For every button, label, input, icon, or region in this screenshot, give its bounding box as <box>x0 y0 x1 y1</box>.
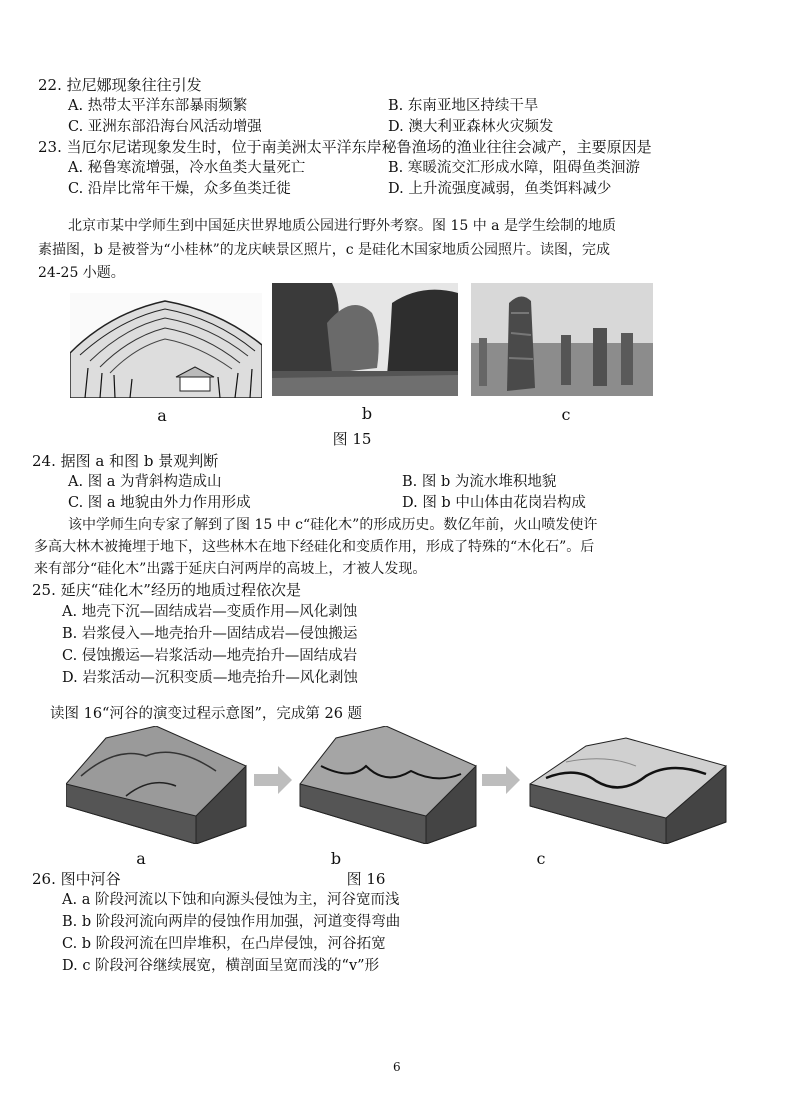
fig16-label-a: a <box>136 849 146 868</box>
q26-option-c: C. b 阶段河流在凹岸堆积，在凸岸侵蚀，河谷拓宽 <box>62 936 386 952</box>
q26-option-d: D. c 阶段河谷继续展宽，横剖面呈宽而浅的“v”形 <box>62 958 380 974</box>
fig15-label-c: c <box>561 405 571 424</box>
intro15-line2: 素描图，b 是被誉为“小桂林”的龙庆峡景区照片，c 是硅化木国家地质公园照片。读图，完成 <box>38 242 611 258</box>
q26-stem: 26. 图中河谷 <box>32 870 121 888</box>
q24-option-c: C. 图 a 地貌由外力作用形成 <box>68 495 251 511</box>
q23-option-b: B. 寒暖流交汇形成水障，阻碍鱼类洄游 <box>388 160 640 176</box>
fig16-caption: 图 16 <box>346 870 386 888</box>
fig16-label-c: c <box>536 849 546 868</box>
q22-option-c: C. 亚洲东部沿海台风活动增强 <box>68 119 262 135</box>
q24-option-a: A. 图 a 为背斜构造成山 <box>68 474 222 490</box>
q26-option-b: B. b 阶段河流向两岸的侵蚀作用加强，河道变得弯曲 <box>62 914 401 930</box>
fig15-label-a: a <box>157 406 167 425</box>
fig16-valley-evolution <box>66 726 742 844</box>
q26-option-a: A. a 阶段河流以下蚀和向源头侵蚀为主，河谷宽而浅 <box>62 892 400 908</box>
intro25-line1: 该中学师生向专家了解到了图 15 中 c“硅化木”的形成历史。数亿年前，火山喷发使许 <box>68 517 598 533</box>
q24-option-b: B. 图 b 为流水堆积地貌 <box>402 474 557 490</box>
fig16-label-b: b <box>330 849 342 868</box>
fig16-block-c <box>530 738 726 844</box>
q24-stem: 24. 据图 a 和图 b 景观判断 <box>32 452 219 470</box>
q23-option-a: A. 秘鲁寒流增强，冷水鱼类大量死亡 <box>68 160 306 176</box>
q22-option-d: D. 澳大利亚森林火灾频发 <box>388 119 554 135</box>
q25-option-c: C. 侵蚀搬运—岩浆活动—地壳抬升—固结成岩 <box>62 648 358 664</box>
q24-option-d: D. 图 b 中山体由花岗岩构成 <box>402 495 586 511</box>
intro15-line1: 北京市某中学师生到中国延庆世界地质公园进行野外考察。图 15 中 a 是学生绘制的地质 <box>68 218 616 234</box>
q23-stem: 23. 当厄尔尼诺现象发生时，位于南美洲太平洋东岸秘鲁渔场的渔业往往会减产，主要原因是 <box>38 138 652 156</box>
fig15-caption: 图 15 <box>332 430 372 448</box>
intro25-line2: 多高大林木被掩埋于地下，这些林木在地下经硅化和变质作用，形成了特殊的“木化石”。后 <box>34 539 595 555</box>
fig15-sketch-mountain <box>70 293 262 398</box>
q25-option-b: B. 岩浆侵入—地壳抬升—固结成岩—侵蚀搬运 <box>62 626 358 642</box>
q23-option-d: D. 上升流强度减弱，鱼类饵料减少 <box>388 181 612 197</box>
q25-stem: 25. 延庆“硅化木”经历的地质过程依次是 <box>32 581 301 599</box>
q25-option-d: D. 岩浆活动—沉积变质—地壳抬升—风化剥蚀 <box>62 670 358 686</box>
fig16-block-a <box>66 726 246 844</box>
intro25-line3: 来有部分“硅化木”出露于延庆白河两岸的高坡上，才被人发现。 <box>34 561 427 577</box>
q22-stem: 22. 拉尼娜现象往往引发 <box>38 76 202 94</box>
fig15-photo-canyon <box>272 283 458 396</box>
page-number: 6 <box>393 1060 401 1074</box>
intro15-line3: 24-25 小题。 <box>38 265 125 281</box>
fig16-block-b <box>300 726 476 844</box>
q22-option-a: A. 热带太平洋东部暴雨频繁 <box>68 98 248 114</box>
q22-option-b: B. 东南亚地区持续干旱 <box>388 98 539 114</box>
q23-option-c: C. 沿岸比常年干燥，众多鱼类迁徙 <box>68 181 291 197</box>
intro26: 读图 16“河谷的演变过程示意图”，完成第 26 题 <box>50 706 363 722</box>
fig15-label-b: b <box>361 404 373 423</box>
q25-option-a: A. 地壳下沉—固结成岩—变质作用—风化剥蚀 <box>62 604 358 620</box>
fig15-photo-petrified-wood <box>471 283 653 396</box>
